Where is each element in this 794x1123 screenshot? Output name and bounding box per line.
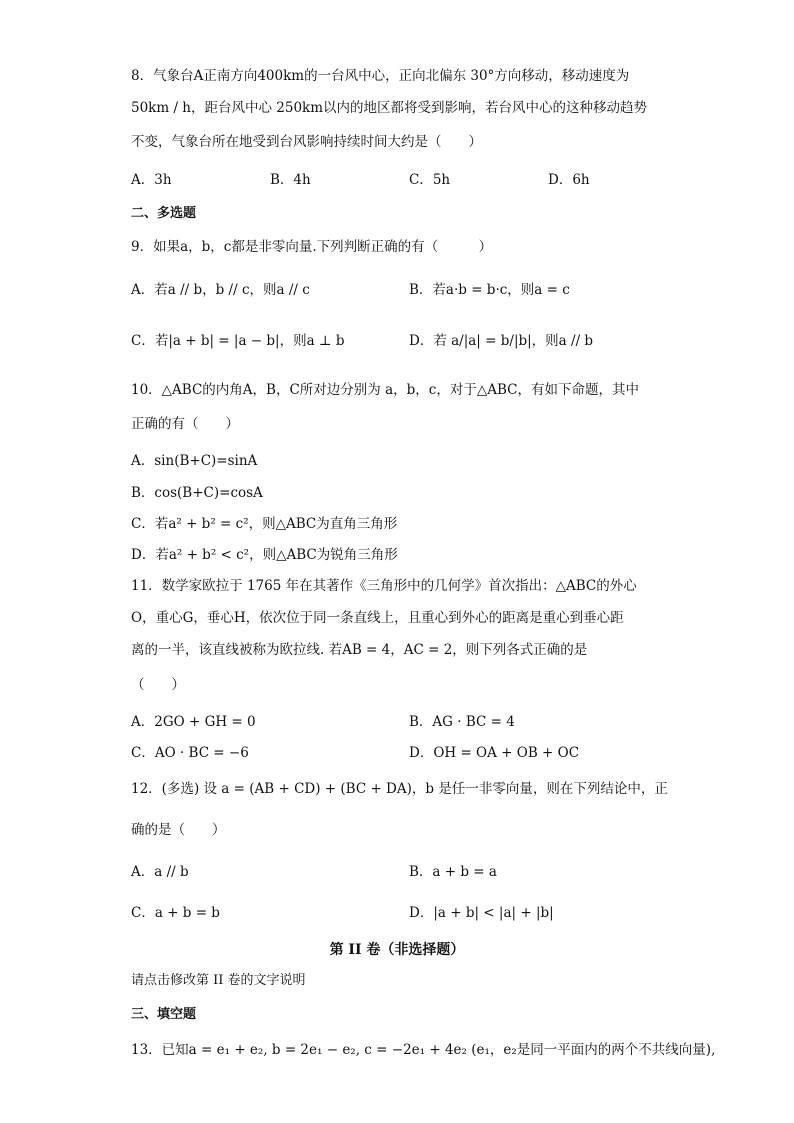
- q12-option-a: A．a // b: [131, 864, 189, 880]
- section-heading-multi-choice: 二、多选题: [131, 206, 197, 221]
- q10-option-a: A．sin(B+C)=sinA: [131, 453, 258, 469]
- q10-option-c: C．若a² + b² = c²，则△ABC为直角三角形: [131, 516, 398, 532]
- q11-line1: 11．数学家欧拉于 1765 年在其著作《三角形中的几何学》首次指出：△ABC的外心: [131, 578, 637, 594]
- q8-option-b: B．4h: [270, 172, 311, 188]
- q9-stem: 9．如果a，b，c都是非零向量.下列判断正确的有（ ）: [131, 239, 493, 255]
- q10-line1: 10．△ABC的内角A，B，C所对边分别为 a，b，c，对于△ABC，有如下命题，其中: [131, 382, 639, 398]
- q11-line3: 离的一半，该直线被称为欧拉线. 若AB = 4，AC = 2，则下列各式正确的是: [131, 642, 588, 658]
- part2-note: 请点击修改第 II 卷的文字说明: [131, 973, 306, 988]
- part2-title: 第 II 卷（非选择题）: [329, 942, 465, 958]
- q8-line1: 8．气象台A正南方向400km的一台风中心，正向北偏东 30°方向移动，移动速度为: [131, 68, 630, 84]
- section-heading-fill-in: 三、填空题: [131, 1007, 197, 1022]
- q12-option-c: C．a + b = b: [131, 905, 220, 921]
- q8-option-d: D．6h: [548, 172, 590, 188]
- q10-option-b: B．cos(B+C)=cosA: [131, 485, 263, 501]
- q8-option-a: A．3h: [131, 172, 172, 188]
- q12-line1: 12．(多选) 设 a = (AB + CD) + (BC + DA)，b 是任一非零向量，则在下列结论中，正: [131, 781, 668, 797]
- q9-option-c: C．若|a + b| = |a − b|，则a ⊥ b: [131, 333, 345, 349]
- q11-line4: （ ）: [131, 677, 185, 693]
- q10-line2: 正确的有（ ）: [131, 416, 239, 432]
- q12-option-d: D．|a + b| < |a| + |b|: [409, 905, 554, 921]
- q11-option-d: D．OH = OA + OB + OC: [409, 745, 580, 761]
- q12-option-b: B．a + b = a: [409, 864, 497, 880]
- q11-option-a: A．2GO + GH = 0: [131, 714, 256, 730]
- q9-option-d: D．若 a/|a| = b/|b|，则a // b: [409, 333, 594, 349]
- q9-option-a: A．若a // b，b // c，则a // c: [131, 282, 310, 298]
- q10-option-d: D．若a² + b² < c²，则△ABC为锐角三角形: [131, 547, 398, 563]
- q11-line2: O，重心G，垂心H，依次位于同一条直线上，且重心到外心的距离是重心到垂心距: [131, 610, 624, 626]
- q8-line2: 50km / h，距台风中心 250km以内的地区都将受到影响，若台风中心的这种移动趋势: [131, 100, 648, 116]
- q11-option-c: C．AO · BC = −6: [131, 745, 249, 761]
- q13-line1: 13．已知a = e₁ + e₂, b = 2e₁ − e₂, c = −2e₁ + 4e₂ (e₁，e₂是同一平面内的两个不共线向量),: [131, 1042, 716, 1058]
- q12-line2: 确的是（ ）: [131, 822, 226, 838]
- q8-line3: 不变，气象台所在地受到台风影响持续时间大约是（ ）: [131, 134, 482, 150]
- q8-option-c: C．5h: [409, 172, 451, 188]
- q9-option-b: B．若a·b = b·c，则a = c: [409, 282, 570, 298]
- q11-option-b: B．AG · BC = 4: [409, 714, 515, 730]
